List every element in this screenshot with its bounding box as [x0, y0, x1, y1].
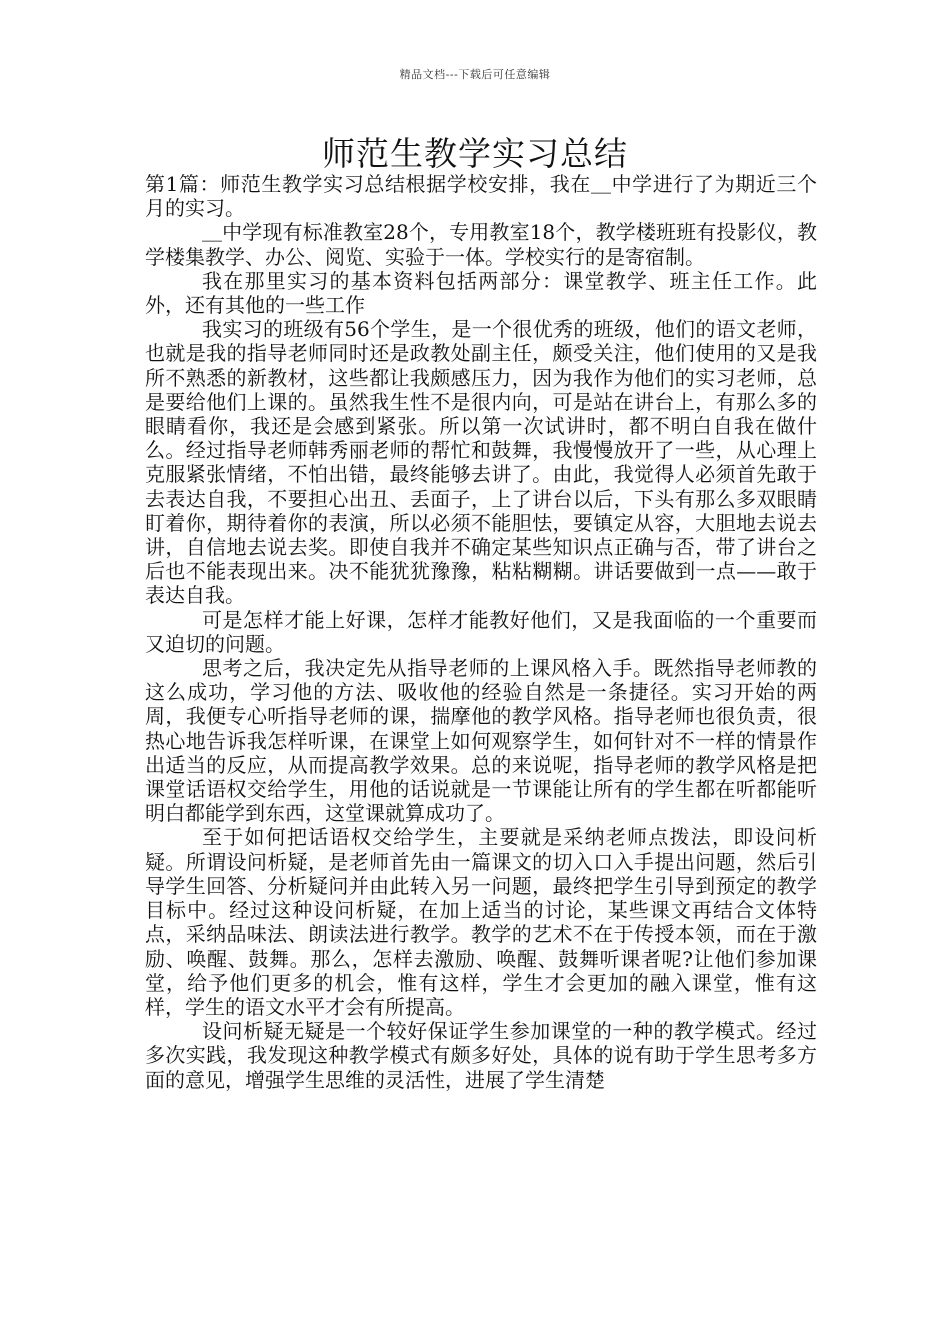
paragraph: ＿中学现有标准教室28个，专用教室18个，教学楼班班有投影仪，教学楼集教学、办公、阅览、实验于一体。学校实行的是寄宿制。	[145, 220, 817, 269]
paragraph: 设问析疑无疑是一个较好保证学生参加课堂的一种的教学模式。经过多次实践，我发现这种教学模式有颇多好处，具体的说有助于学生思考多方面的意见，增强学生思维的灵活性，进展了学生清楚	[145, 1019, 817, 1092]
paragraph: 我在那里实习的基本资料包括两部分：课堂教学、班主任工作。此外，还有其他的一些工作	[145, 268, 817, 318]
paragraph: 思考之后，我决定先从指导老师的上课风格入手。既然指导老师教的这么成功，学习他的方法、吸收他的经验自然是一条捷径。实习开始的两周，我便专心听指导老师的课，揣摩他的教学风格。指导老师也很负责，很热心地告诉我怎样听课，在课堂上如何观察学生，如何针对不一样的情景作出适当的反应，从而提高教学效果。总的来说呢，指导老师的教学风格是把课堂话语权交给学生，用他的话说就是一节课能让所有的学生都在听都能听明白都能学到东西，这堂课就算成功了。	[145, 656, 817, 826]
paragraph: 可是怎样才能上好课，怎样才能教好他们，又是我面临的一个重要而又迫切的问题。	[145, 607, 817, 656]
document-title: 师范生教学实习总结	[322, 134, 628, 173]
paragraph: 我实习的班级有56个学生，是一个很优秀的班级，他们的语文老师，也就是我的指导老师同时还是政教处副主任，颇受关注，他们使用的又是我所不熟悉的新教材，这些都让我颇感压力，因为我作为他们的实习老师，总是要给他们上课的。虽然我生性不是很内向，可是站在讲台上，有那么多的眼睛看你，我还是会感到紧张。所以第一次试讲时，都不明白自我在做什么。经过指导老师韩秀丽老师的帮忙和鼓舞，我慢慢放开了一些，从心理上克服紧张情绪，不怕出错，最终能够去讲了。由此，我觉得人必须首先敢于去表达自我，不要担心出丑、丢面子，上了讲台以后，下头有那么多双眼睛盯着你，期待着你的表演，所以必须不能胆怯，要镇定从容，大胆地去说去讲，自信地去说去奖。即使自我并不确定某些知识点正确与否，带了讲台之后也不能表现出来。决不能犹犹豫豫，粘粘糊糊。讲话要做到一点——敢于表达自我。	[145, 317, 817, 608]
page-header-note: 精品文档---下载后可任意编辑	[399, 68, 551, 81]
paragraph: 第1篇：师范生教学实习总结根据学校安排，我在＿中学进行了为期近三个月的实习。	[145, 172, 817, 221]
document-body	[145, 172, 817, 1092]
paragraph: 至于如何把话语权交给学生，主要就是采纳老师点拨法，即设问析疑。所谓设问析疑，是老师首先由一篇课文的切入口入手提出问题，然后引导学生回答、分析疑问并由此转入另一问题，最终把学生引导到预定的教学目标中。经过这种设问析疑，在加上适当的讨论，某些课文再结合文体特点，采纳品味法、朗读法进行教学。教学的艺术不在于传授本领，而在于激励、唤醒、鼓舞。那么，怎样去激励、唤醒、鼓舞听课者呢?让他们参加课堂，给予他们更多的机会，惟有这样，学生才会更加的融入课堂，惟有这样，学生的语文水平才会有所提高。	[145, 825, 817, 1019]
